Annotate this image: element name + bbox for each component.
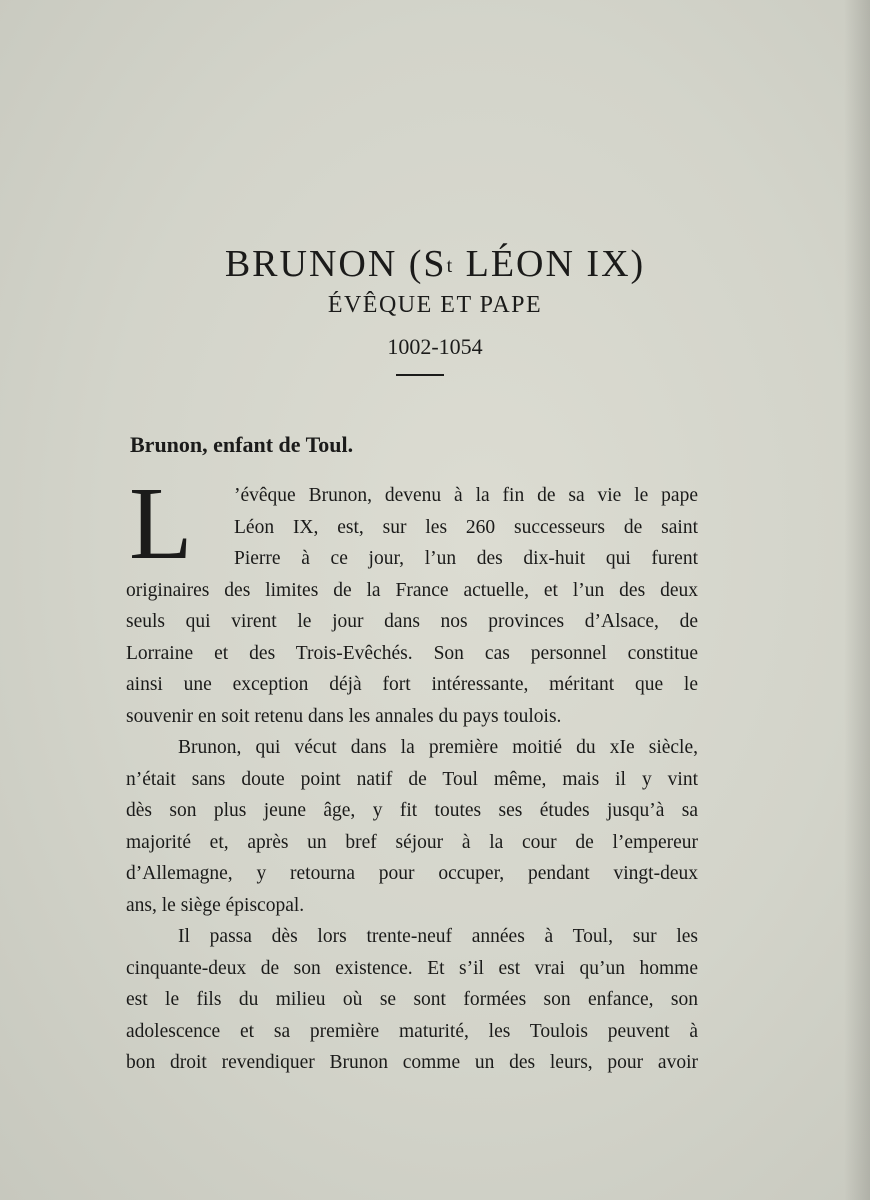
text-line: majorité et, après un bref séjour à la cour de l’empereur — [126, 831, 698, 853]
chapter-title-main: BRUNON (S — [224, 243, 447, 285]
text-line: ainsi une exception déjà fort intéressante, méritant que le — [126, 674, 698, 695]
drop-cap-letter: L — [129, 466, 193, 581]
chapter-dates: 1002-1054 — [387, 334, 483, 359]
text-line: Lorraine et des Trois-Evêchés. Son cas personnel constitue — [126, 642, 698, 664]
chapter-title-superscript: t — [446, 255, 455, 277]
text-line: Pierre à ce jour, l’un des dix-huit qui furent — [234, 548, 698, 569]
text-line: Il passa dès lors trente-neuf années à Toul, sur les — [178, 926, 698, 947]
text-line: ans, le siège épiscopal. — [126, 894, 305, 916]
text-line: dès son plus jeune âge, y fit toutes ses études jusqu’à sa — [126, 800, 698, 821]
section-heading: Brunon, enfant de Toul. — [130, 432, 354, 457]
chapter-title-rest: LÉON IX) — [454, 243, 646, 285]
title-divider-rule — [396, 374, 444, 376]
text-line: est le fils du milieu où se sont formées son enfance, son — [126, 989, 698, 1010]
text-line: seuls qui virent le jour dans nos provinces d’Alsace, de — [126, 611, 698, 632]
text-line: cinquante-deux de son existence. Et s’il est vrai qu’un homme — [126, 957, 698, 979]
text-line: souvenir en soit retenu dans les annales du pays toulois. — [126, 705, 562, 727]
body-text — [126, 466, 698, 1079]
text-line: n’était sans doute point natif de Toul même, mais il y vint — [126, 768, 698, 790]
text-line: adolescence et sa première maturité, les Toulois peuvent à — [126, 1020, 698, 1042]
text-line: Léon IX, est, sur les 260 successeurs de saint — [234, 516, 698, 538]
text-line: bon droit revendiquer Brunon comme un des leurs, pour avoir — [126, 1052, 698, 1073]
page-edge-shadow — [844, 0, 870, 1200]
text-line: d’Allemagne, y retourna pour occuper, pendant vingt-deux — [126, 863, 698, 884]
chapter-subtitle: ÉVÊQUE ET PAPE — [327, 292, 543, 318]
chapter-title — [0, 240, 870, 288]
text-line: Brunon, qui vécut dans la première moitié du xIe siècle, — [178, 737, 698, 758]
text-line: originaires des limites de la France actuelle, et l’un des deux — [126, 579, 698, 601]
text-line: ’évêque Brunon, devenu à la fin de sa vie le pape — [234, 485, 698, 506]
